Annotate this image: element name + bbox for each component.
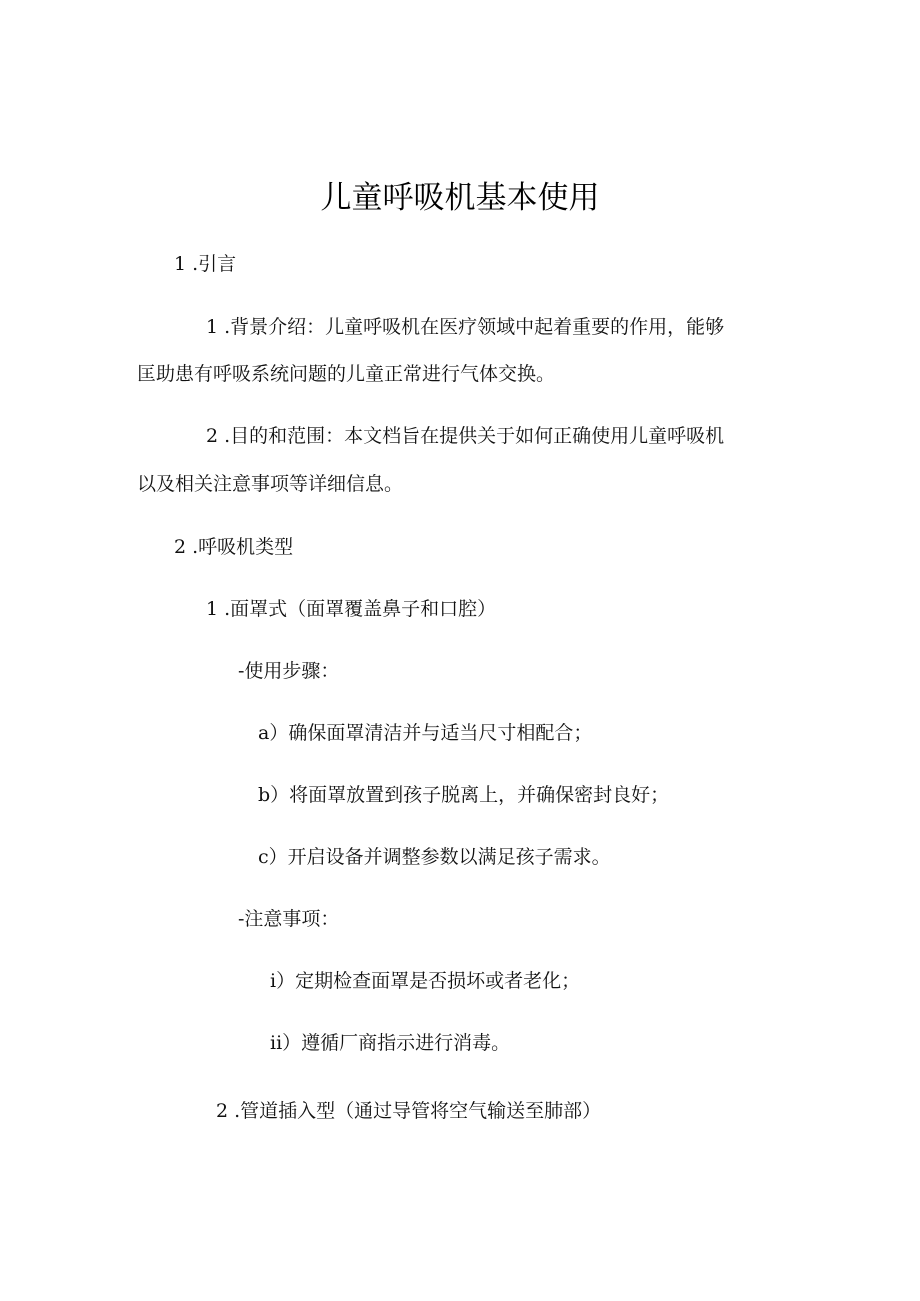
mask-type-heading: 1 .面罩式（面罩覆盖鼻子和口腔）: [206, 598, 497, 620]
step-a: a）确保面罩清洁并与适当尺寸相配合；: [258, 722, 593, 744]
step-b: b）将面罩放置到孩子脱离上，并确保密封良好；: [258, 784, 670, 806]
section-1-heading: 1 .引言: [174, 253, 237, 275]
usage-steps-heading: -使用步骤：: [238, 660, 340, 682]
scope-paragraph-line-1: 2 .目的和范围：本文档旨在提供关于如何正确使用儿童呼吸机: [206, 425, 725, 447]
tube-type-heading: 2 .管道插入型（通过导管将空气输送至肺部）: [216, 1100, 602, 1122]
document-title: 儿童呼吸机基本使用: [320, 180, 600, 216]
section-2-heading: 2 .呼吸机类型: [174, 536, 294, 558]
background-paragraph-line-2: 匡助患有呼吸系统问题的儿童正常进行气体交换。: [137, 363, 556, 385]
background-paragraph-line-1: 1 .背景介绍：儿童呼吸机在医疗领域中起着重要的作用，能够: [206, 316, 725, 338]
step-c: c）开启设备并调整参数以满足孩子需求。: [258, 846, 611, 868]
note-i: i）定期检查面罩是否损坏或者老化；: [270, 970, 581, 992]
note-ii: ii）遵循厂商指示进行消毒。: [270, 1032, 511, 1054]
scope-paragraph-line-2: 以及相关注意事项等详细信息。: [137, 473, 404, 495]
notes-heading: -注意事项：: [238, 908, 340, 930]
